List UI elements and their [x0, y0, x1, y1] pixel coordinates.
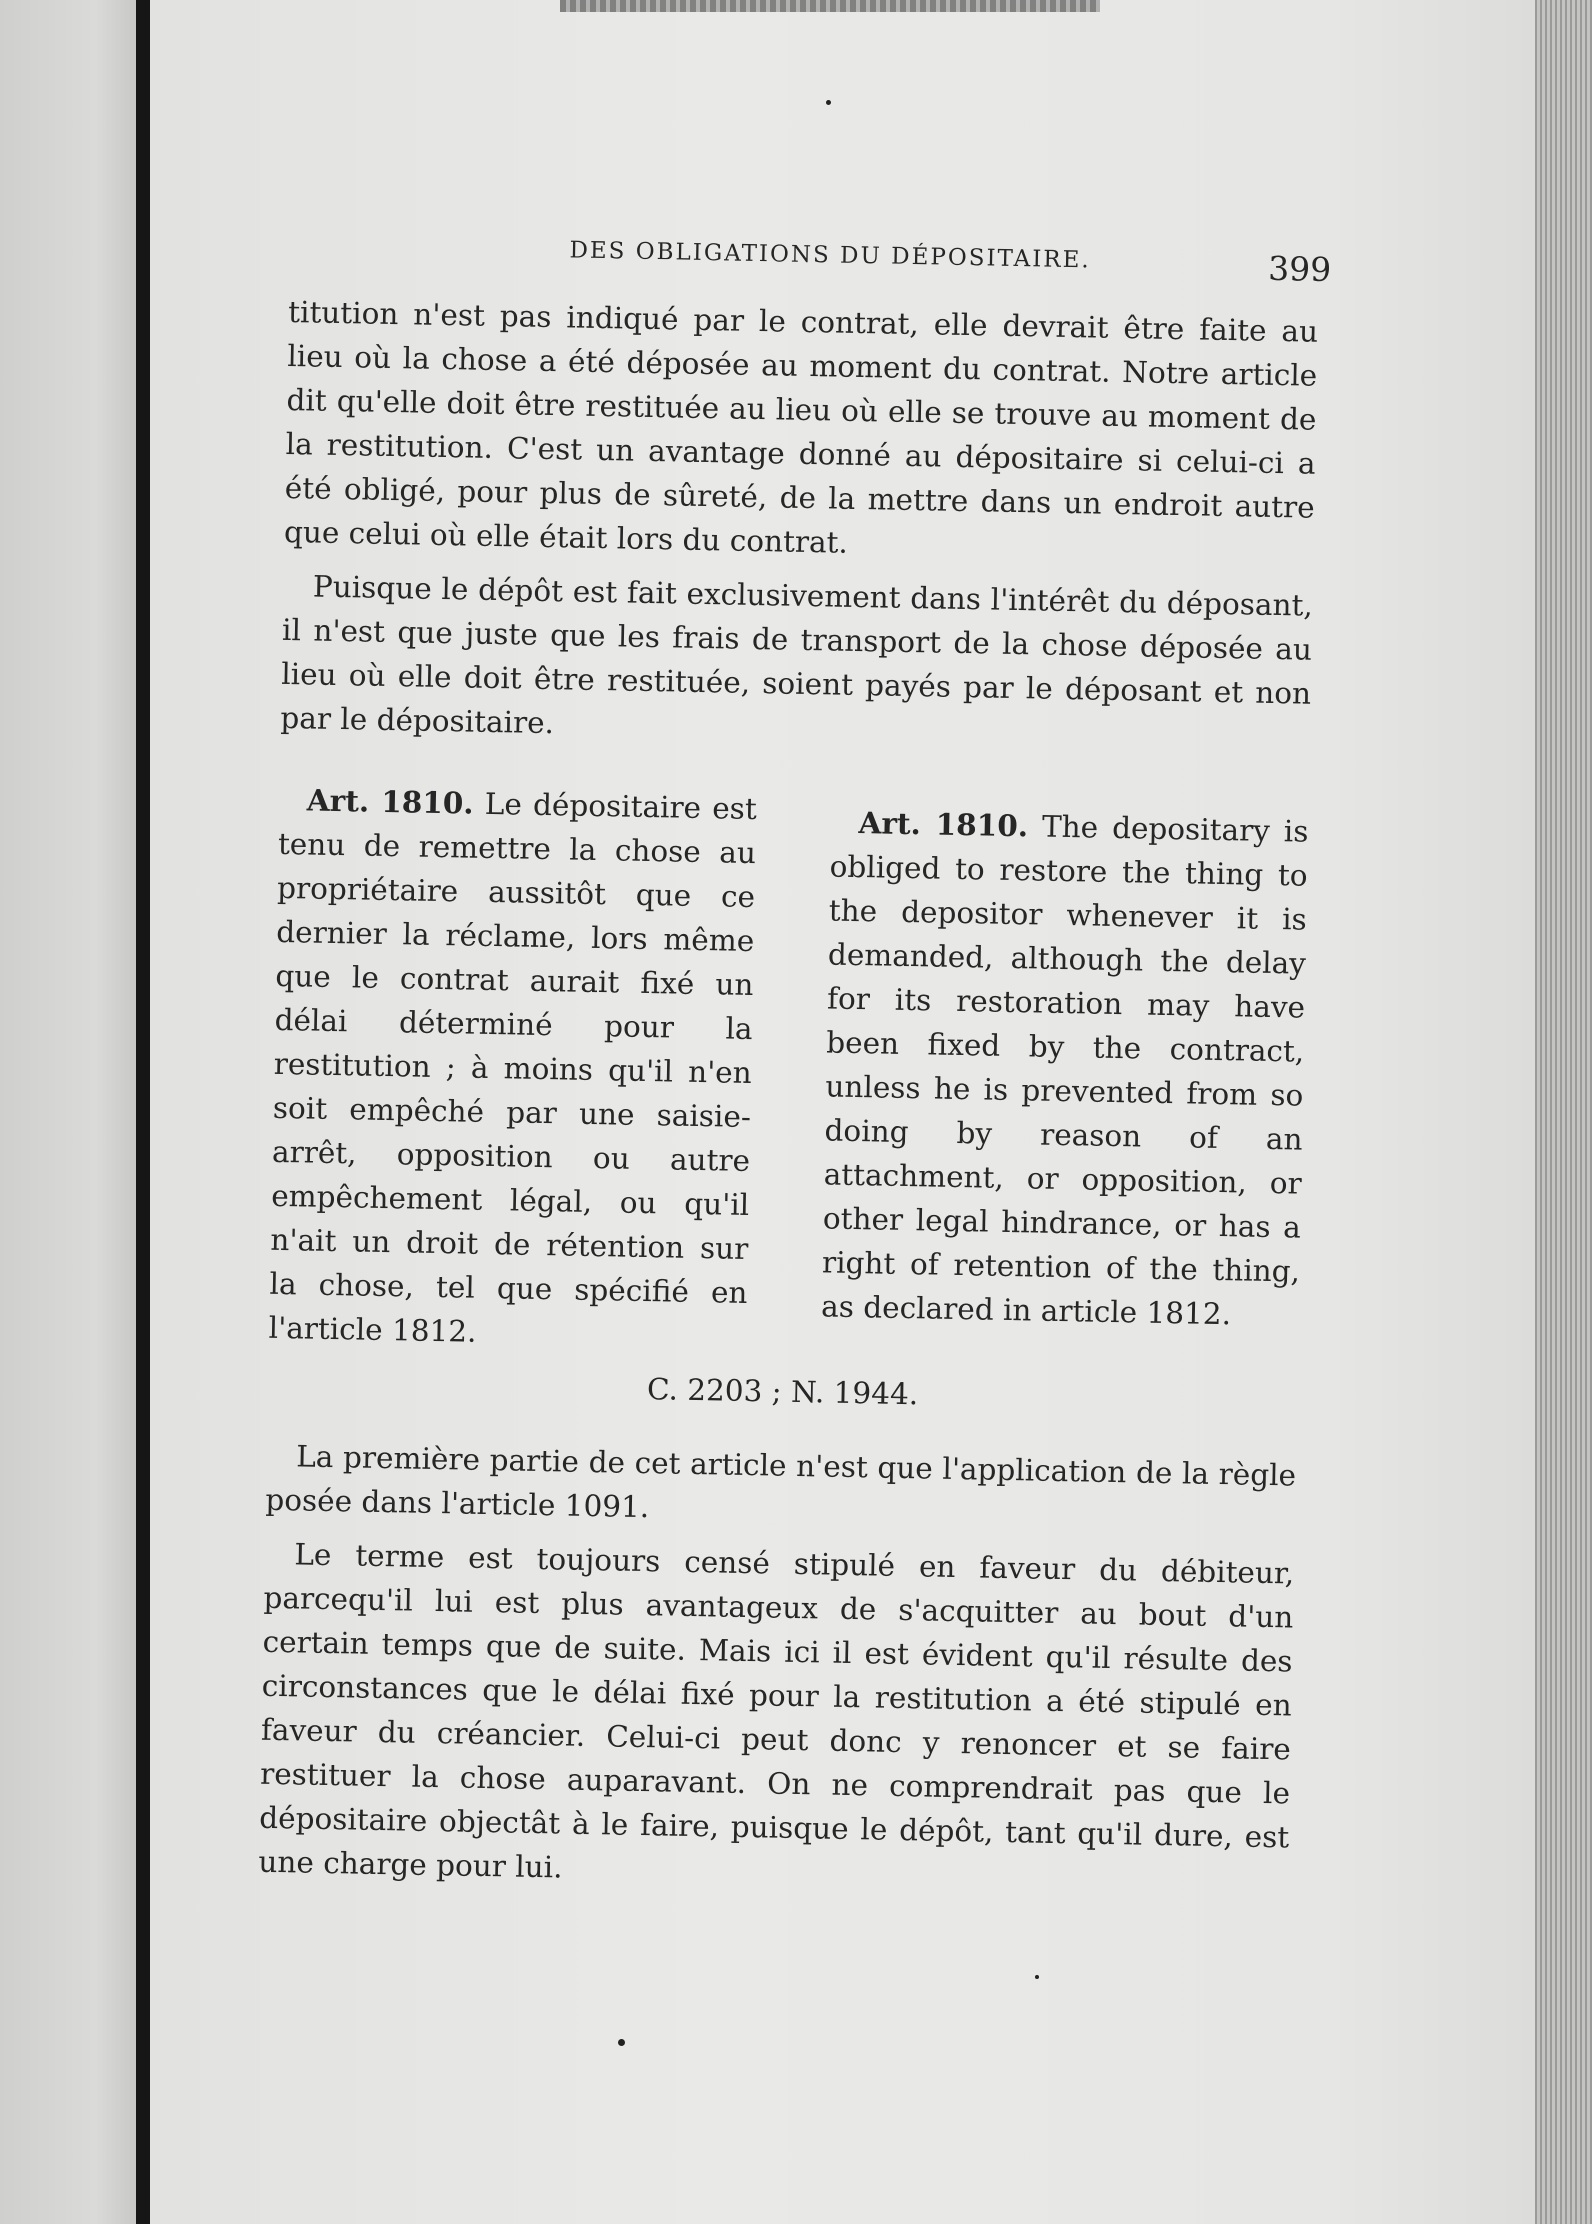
- page-number: 399: [1267, 248, 1332, 289]
- article-french-label: Art. 1810.: [306, 782, 474, 821]
- page-stack-edges: [1535, 0, 1592, 2224]
- commentary-paragraph: Le terme est toujours censé stipulé en faveur du débiteur, parcequ'il lui est plus avantageux de s'acquitter au bout d'un certain temps que de suite. Mais ici il est évident qu'il résulte des circonstances que le délai fixé pour la restitution a été stipulé en faveur du créancier. Celui-ci peut donc y renoncer et se faire restituer la chose auparavant. On ne comprendrait pas que le dépositaire objectât à le faire, puisque le dépôt, tant qu'il dure, est une charge pour lui.: [258, 1537, 1295, 1885]
- previous-page-fragment: [560, 0, 1100, 12]
- page-content: [258, 220, 1332, 1903]
- commentary-paragraph: La première partie de cet article n'est que l'application de la règle posée dans l'article 1091.: [265, 1439, 1297, 1525]
- ink-speck: [826, 100, 831, 105]
- article-english-body: The depositary is obliged to restore the thing to the depositor whenever it is demanded, although the delay for its restoration may have been fixed by the contract, unless he is prevented from so doing by reason of an attachment, or opposition, or other legal hindrance, or has a right of retention of the thing, as declared in article 1812.: [820, 809, 1309, 1332]
- intro-paragraph: titution n'est pas indiqué par le contrat, elle devrait être faite au lieu où la chose a été déposée au moment du contrat. Notre article dit qu'elle doit être restituée au lieu où elle se trouve au moment de la restitution. C'est un avantage donné au dépositaire si celui-ci a été obligé, pour plus de sûreté, de la mettre dans un endroit autre que celui où elle était lors du contrat.: [283, 294, 1319, 560]
- article-french-text: [268, 778, 757, 1359]
- ink-speck: [618, 2039, 625, 2046]
- article-french-body: Le dépositaire est tenu de remettre la chose au propriétaire aussitôt que ce dernier la réclame, lors même que le contrat aurait fixé un délai déterminé pour la restitution ; à moins qu'il n'en soit empêché par une saisie-arrêt, opposition ou autre empêchement légal, ou qu'il n'ait un droit de rétention sur la chose, tel que spécifié en l'article 1812.: [268, 786, 758, 1349]
- article-french-column: [268, 778, 757, 1359]
- ink-speck: [1035, 1975, 1039, 1979]
- running-title: DES OBLIGATIONS DU DÉPOSITAIRE.: [569, 237, 1091, 274]
- article-english-column: [820, 788, 1309, 1369]
- intro-paragraph: Puisque le dépôt est fait exclusivement dans l'intérêt du déposant, il n'est que juste que les frais de transport de la chose déposée au lieu où elle doit être restituée, soient payés par le déposant et non par le dépositaire.: [280, 569, 1314, 741]
- article-columns: [268, 778, 1309, 1370]
- facing-page-edge: [0, 0, 136, 2224]
- article-english-label: Art. 1810.: [858, 805, 1029, 844]
- book-gutter: [136, 0, 150, 2224]
- cross-reference: C. 2203 ; N. 1944.: [646, 1372, 919, 1412]
- article-english-text: [821, 800, 1309, 1337]
